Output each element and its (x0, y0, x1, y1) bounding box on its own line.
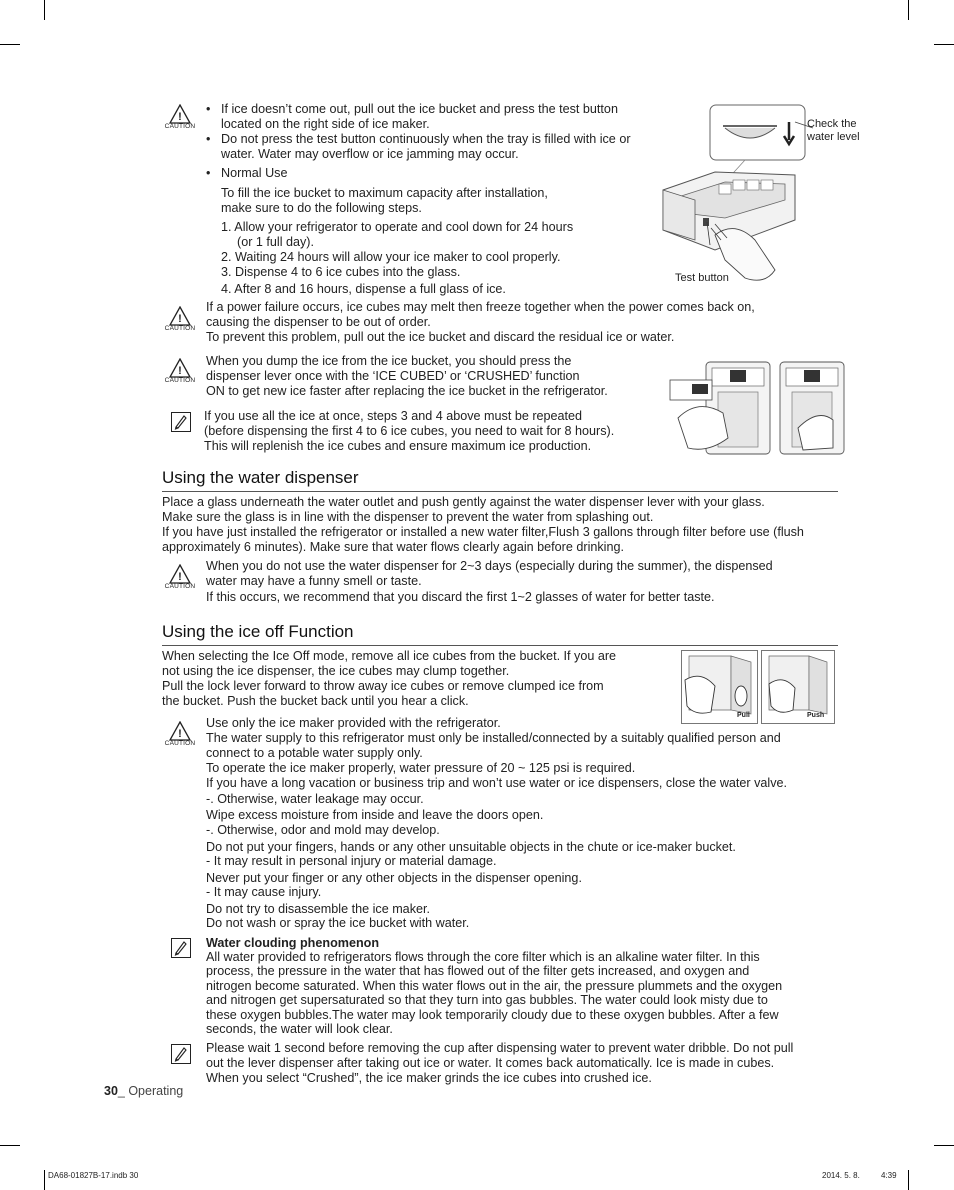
repeat-note-text: If you use all the ice at once, steps 3 and 4 above must be repeated (204, 409, 583, 423)
check-water-level-label: Check the (807, 118, 857, 130)
dispenser-illustration (668, 358, 846, 458)
push-label: Push (807, 712, 825, 719)
note-icon (171, 412, 191, 432)
svg-text:!: ! (178, 111, 182, 123)
svg-text:!: ! (178, 365, 182, 377)
dump-ice-text: ON to get new ice faster after replacing the ice bucket in the refrigerator. (206, 384, 608, 398)
ice-off-heading: Using the ice off Function (162, 622, 354, 641)
repeat-note-text: (before dispensing the first 4 to 6 ice cubes, you need to wait for 8 hours). (204, 424, 615, 438)
pull-label: Pull (737, 712, 750, 719)
power-failure-text: causing the dispenser to be out of order. (206, 315, 431, 329)
step-text: 3. Dispense 4 to 6 ice cubes into the glass. (221, 265, 461, 279)
dump-ice-text: When you dump the ice from the ice bucket, you should press the (206, 354, 572, 368)
water-dispenser-text: If you have just installed the refrigerator or installed a new water filter,Flush 3 gallons through filter before use (flush (162, 525, 804, 539)
svg-text:!: ! (178, 728, 182, 740)
caution-label: CAUTION (164, 123, 196, 130)
ice-caution-text: Do not put your fingers, hands or any other unsuitable objects in the chute or ice-maker bucket. (206, 840, 736, 854)
caution-label: CAUTION (164, 325, 196, 332)
caution-label: CAUTION (164, 583, 196, 590)
ice-caution-text: Never put your finger or any other objects in the dispenser opening. (206, 871, 582, 885)
ice-caution-text: -. Otherwise, odor and mold may develop. (206, 823, 440, 837)
water-dispenser-heading: Using the water dispenser (162, 468, 359, 487)
crop-mark (908, 0, 909, 20)
bullet-text: • Do not press the test button continuously when the tray is filled with ice or (221, 132, 631, 147)
clouding-text: and nitrogen get supersaturated so that they turn into gas bubbles. The water could look misty due to (206, 993, 768, 1007)
clouding-title: Water clouding phenomenon (206, 936, 380, 950)
test-button-label: Test button (675, 272, 729, 284)
ice-caution-text: -. Otherwise, water leakage may occur. (206, 792, 424, 806)
caution-icon (160, 358, 200, 384)
ice-caution-text: The water supply to this refrigerator must only be installed/connected by a suitably qualified person and (206, 731, 781, 745)
bullet-text: • If ice doesn’t come out, pull out the ice bucket and press the test button (221, 102, 618, 117)
ice-caution-text: Do not try to disassemble the ice maker. (206, 902, 430, 916)
section-rule (162, 491, 838, 492)
page-footer (104, 1084, 183, 1099)
ice-caution-text: Use only the ice maker provided with the refrigerator. (206, 716, 501, 730)
crop-mark (44, 0, 45, 20)
bullet-text: • Normal Use (221, 166, 287, 181)
svg-text:!: ! (178, 313, 182, 325)
wait-note-text: Please wait 1 second before removing the cup after dispensing water to prevent water dribble. Do not pull (206, 1041, 794, 1055)
page-number: 30 (104, 1084, 118, 1098)
step-text: (or 1 full day). (237, 235, 314, 249)
normal-use-text: To fill the ice bucket to maximum capacity after installation, (221, 186, 548, 200)
water-dispenser-text: approximately 6 minutes). Make sure that water flows clearly again before drinking. (162, 540, 624, 554)
ice-caution-text: Wipe excess moisture from inside and leave the doors open. (206, 808, 544, 822)
repeat-note-text: This will replenish the ice cubes and ensure maximum ice production. (204, 439, 592, 453)
ice-off-text: When selecting the Ice Off mode, remove all ice cubes from the bucket. If you are (162, 649, 617, 663)
water-caution-text: If this occurs, we recommend that you discard the first 1~2 glasses of water for better taste. (206, 590, 715, 604)
crop-mark (44, 1170, 45, 1190)
dump-ice-text: dispenser lever once with the ‘ICE CUBED’ or ‘CRUSHED’ function (206, 369, 580, 383)
crop-mark (0, 44, 20, 45)
ice-caution-text: Do not wash or spray the ice bucket with water. (206, 916, 470, 930)
caution-icon (160, 721, 200, 747)
caution-label: CAUTION (164, 740, 196, 747)
crop-mark (934, 1145, 954, 1146)
clouding-text: seconds, the water will look clear. (206, 1022, 393, 1036)
print-date: 2014. 5. 8. (822, 1171, 860, 1180)
normal-use-text: make sure to do the following steps. (221, 201, 422, 215)
water-dispenser-text: Place a glass underneath the water outlet and push gently against the water dispenser lever with your glass. (162, 495, 765, 509)
step-text: 1. Allow your refrigerator to operate and cool down for 24 hours (221, 220, 574, 234)
ice-off-text: the bucket. Push the bucket back until you hear a click. (162, 694, 469, 708)
check-water-level-label: water level (807, 131, 860, 143)
caution-icon (160, 564, 200, 590)
print-file-info: DA68-01827B-17.indb 30 (48, 1171, 139, 1180)
wait-note-text: When you select “Crushed”, the ice maker grinds the ice cubes into crushed ice. (206, 1071, 652, 1085)
step-text: 2. Waiting 24 hours will allow your ice maker to cool properly. (221, 250, 561, 264)
clouding-text: these oxygen bubbles.The water may look temporarily cloudy due to these oxygen bubbles. After a few (206, 1008, 779, 1022)
ice-caution-text: - It may cause injury. (206, 885, 322, 899)
caution-icon (160, 306, 200, 332)
ice-caution-text: - It may result in personal injury or material damage. (206, 854, 497, 868)
clouding-text: process, the pressure in the water that has flowed out of the filter gets increased, and oxygen and (206, 964, 750, 978)
ice-caution-text: connect to a potable water supply only. (206, 746, 423, 760)
caution-icon (160, 104, 200, 130)
water-caution-text: When you do not use the water dispenser for 2~3 days (especially during the summer), the dispensed (206, 559, 773, 573)
ice-off-text: not using the ice dispenser, the ice cubes may clump together. (162, 664, 510, 678)
crop-mark (934, 44, 954, 45)
ice-caution-text: If you have a long vacation or business trip and won’t use water or ice dispensers, close the water valve. (206, 776, 788, 790)
print-time: 4:39 (881, 1171, 897, 1180)
bullet-text: water. Water may overflow or ice jamming may occur. (221, 147, 519, 161)
svg-text:!: ! (178, 571, 182, 583)
clouding-text: nitrogen become saturated. When this water flows out in the air, the pressure plummets and the oxygen (206, 979, 783, 993)
water-caution-text: water may have a funny smell or taste. (206, 574, 422, 588)
note-icon (171, 938, 191, 958)
crop-mark (0, 1145, 20, 1146)
power-failure-text: If a power failure occurs, ice cubes may melt then freeze together when the power comes back on, (206, 300, 755, 314)
clouding-text: All water provided to refrigerators flows through the core filter which is an alkaline water filter. In this (206, 950, 760, 964)
bullet-text: located on the right side of ice maker. (221, 117, 430, 131)
ice-caution-text: To operate the ice maker properly, water pressure of 20 ~ 125 psi is required. (206, 761, 636, 775)
section-rule (162, 645, 838, 646)
water-dispenser-text: Make sure the glass is in line with the dispenser to prevent the water from splashing out. (162, 510, 654, 524)
wait-note-text: out the lever dispenser after taking out ice or water. It comes back automatically. Ice is made in cubes. (206, 1056, 775, 1070)
ice-off-text: Pull the lock lever forward to throw away ice cubes or remove clumped ice from (162, 679, 604, 693)
note-icon (171, 1044, 191, 1064)
step-text: 4. After 8 and 16 hours, dispense a full glass of ice. (221, 282, 506, 296)
caution-label: CAUTION (164, 377, 196, 384)
page-section: _ Operating (117, 1084, 184, 1098)
crop-mark (908, 1170, 909, 1190)
power-failure-text: To prevent this problem, pull out the ice bucket and discard the residual ice or water. (206, 330, 675, 344)
